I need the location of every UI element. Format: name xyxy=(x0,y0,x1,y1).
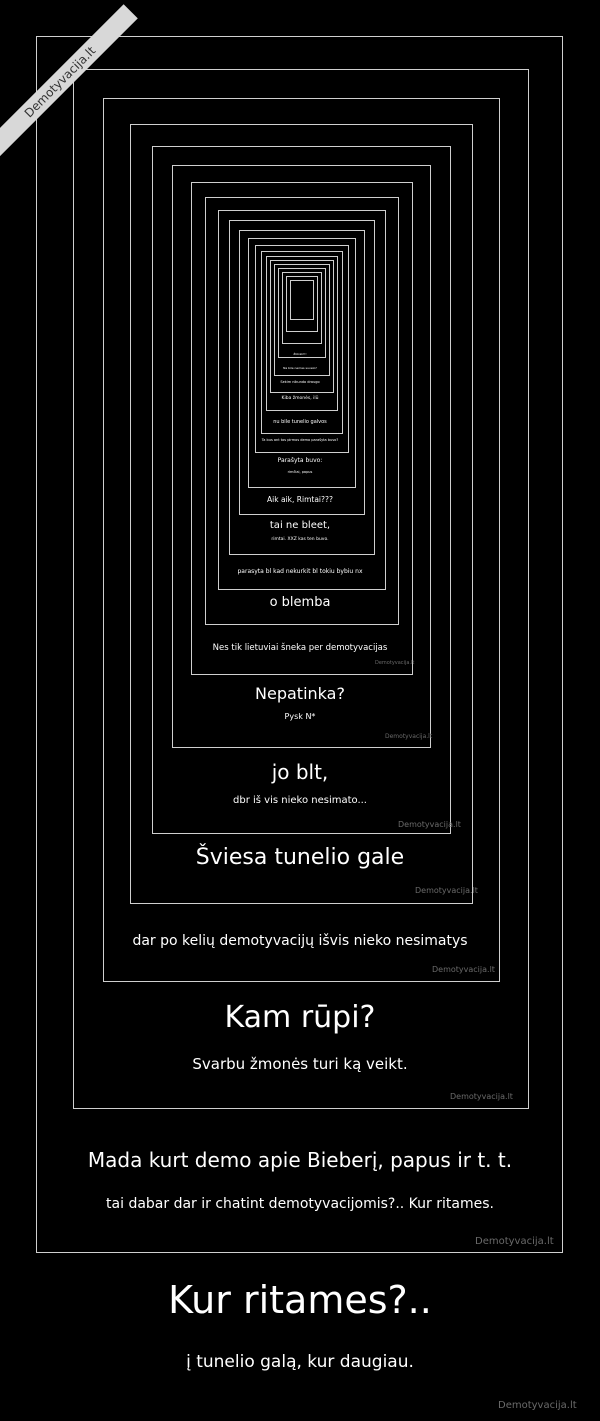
nested-watermark-2: Demotyvacija.lt xyxy=(432,965,495,974)
nested-title-8: parasyta bl kad nekurkit bl tokiu bybiu nx xyxy=(237,568,363,575)
nested-title-4: jo blt, xyxy=(271,760,329,784)
nested-title-15: Sekim nikundo draugo xyxy=(280,380,320,384)
nested-subtitle-1: Svarbu žmonės turi ką veikt. xyxy=(192,1055,408,1073)
outer-watermark: Demotyvacija.lt xyxy=(475,1236,554,1247)
nested-title-3: Šviesa tunelio gale xyxy=(195,845,405,870)
nested-title-2: dar po kelių demotyvacijų išvis nieko nesimatys xyxy=(132,933,468,949)
nested-subtitle-11: rimčiai, papus xyxy=(287,470,313,474)
nested-watermark-5: Demotyvacija.lt xyxy=(385,733,433,740)
nested-title-11: Parašyta buvo: xyxy=(277,457,323,464)
nested-title-9: tai ne bleet, xyxy=(269,520,331,531)
main-subtitle: į tunelio galą, kur daugiau. xyxy=(186,1352,414,1372)
main-title: Kur ritames?.. xyxy=(168,1278,432,1322)
site-watermark: Demotyvacija.lt xyxy=(498,1400,577,1411)
nested-title-17: Žiūrėk!!! xyxy=(293,352,307,356)
nested-subtitle-9: rimtai. XXZ kas ten buvo. xyxy=(271,537,329,542)
outer-subtitle: tai dabar dar ir chatint demotyvacijomis?.. Kur ritames. xyxy=(106,1196,494,1212)
nested-watermark-1: Demotyvacija.lt xyxy=(450,1092,513,1101)
ribbon-logo: Demotyvacija.lt xyxy=(0,4,138,160)
nested-subtitle-4: dbr iš vis nieko nesimato... xyxy=(233,795,367,806)
nested-frame-20 xyxy=(290,280,314,320)
nested-title-7: o blemba xyxy=(269,595,331,610)
nested-title-1: Kam rūpi? xyxy=(224,1000,376,1035)
nested-title-10: Aik aik, Rimtai??? xyxy=(267,495,333,504)
nested-subtitle-5: Pysk N* xyxy=(284,712,316,721)
nested-watermark-6: Demotyvacija.lt xyxy=(375,660,415,666)
nested-title-6: Nes tik lietuviai šneka per demotyvacijas xyxy=(212,643,388,653)
nested-watermark-4: Demotyvacija.lt xyxy=(398,820,461,829)
nested-title-5: Nepatinka? xyxy=(255,684,345,703)
outer-title: Mada kurt demo apie Bieberį, papus ir t. t. xyxy=(87,1148,513,1172)
nested-title-13: nu bile tunelio galvos xyxy=(273,419,327,425)
nested-title-16: Na bile nemas suvelo? xyxy=(283,366,317,370)
nested-title-12: Ta bus ant tos pirmos demo parašyta buvo? xyxy=(261,438,339,442)
nested-title-14: Kiba žmonės, ilü xyxy=(281,396,319,401)
nested-watermark-3: Demotyvacija.lt xyxy=(415,886,478,895)
